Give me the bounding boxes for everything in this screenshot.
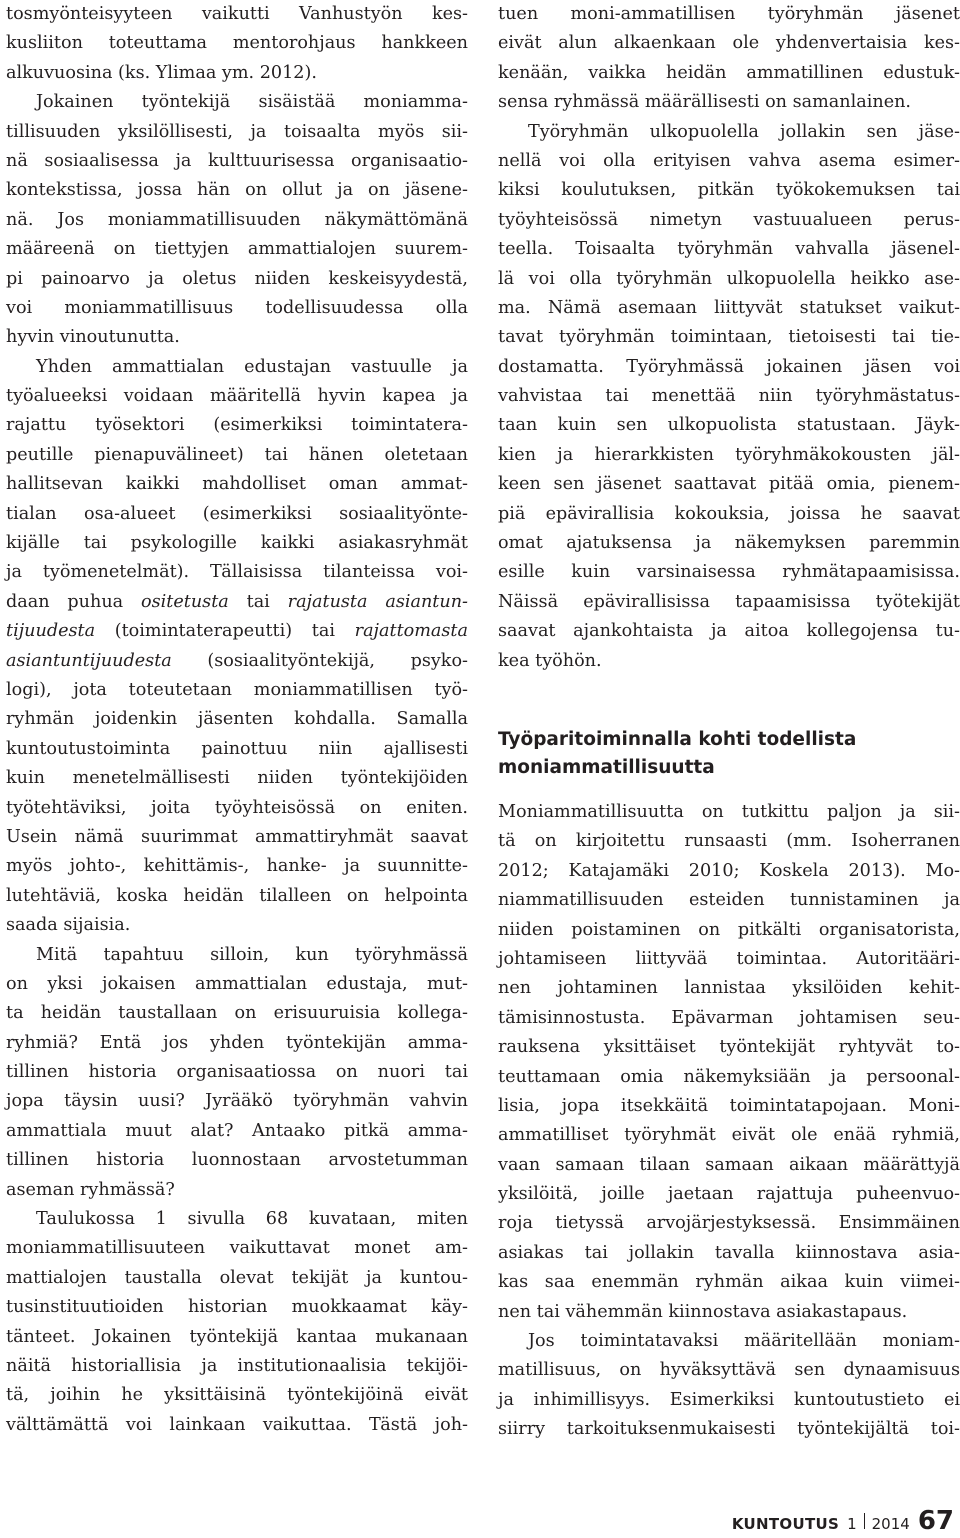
text-line bbox=[6, 470, 468, 499]
text-run: Taulukossa 1 sivulla 68 kuvataan, miten bbox=[36, 1209, 468, 1230]
text-line bbox=[6, 999, 468, 1028]
text-run: ja työmenetelmät). Tällaisissa tilanteissa voi- bbox=[6, 562, 468, 583]
text-line bbox=[6, 1293, 468, 1322]
text-run: tillinen historia organisaatiossa on nuori tai bbox=[6, 1062, 468, 1083]
text-run: roja tietyssä arvojärjestyksessä. Ensimmäinen bbox=[498, 1213, 960, 1234]
text-line bbox=[498, 500, 960, 529]
text-run: nä. Jos moniammatillisuuden näkymättömänä bbox=[6, 209, 468, 230]
text-line bbox=[498, 1209, 960, 1238]
text-line bbox=[498, 529, 960, 558]
text-line bbox=[6, 265, 468, 294]
text-line bbox=[6, 852, 468, 881]
text-line bbox=[6, 29, 468, 58]
footer-separator bbox=[864, 1513, 865, 1529]
text-run: siirry tarkoituksenmukaisesti työntekijältä toi- bbox=[498, 1419, 960, 1440]
text-run: lutehtäviä, koska heidän tilalleen on helpointa bbox=[6, 885, 468, 906]
text-run: asiakas tai jollakin tavalla kiinnostava asia- bbox=[498, 1242, 960, 1263]
text-line bbox=[6, 1205, 468, 1234]
text-run: välttämättä voi lainkaan vaikuttaa. Tästä joh- bbox=[6, 1414, 468, 1435]
text-line bbox=[6, 735, 468, 764]
text-line bbox=[6, 1117, 468, 1146]
text-run: Usein nämä suurimmat ammattiryhmät saavat bbox=[6, 826, 468, 847]
text-line bbox=[498, 29, 960, 58]
text-line bbox=[6, 323, 468, 352]
text-run: työalueeksi voidaan määritellä hyvin kapea ja bbox=[6, 386, 468, 407]
text-line bbox=[498, 176, 960, 205]
text-run: jopa täysin uusi? Jyrääkö työryhmän vahvin bbox=[6, 1091, 468, 1112]
text-run: kiksi koulutuksen, pitkän työkokemuksen tai bbox=[498, 180, 960, 201]
text-line bbox=[498, 1268, 960, 1297]
text-line bbox=[6, 588, 468, 617]
text-line bbox=[6, 206, 468, 235]
text-run: sensa ryhmässä määrällisesti on samanlainen. bbox=[498, 92, 912, 113]
text-run: ja inhimillisyys. Esimerkiksi kuntoutustieto ei bbox=[498, 1389, 960, 1410]
text-line bbox=[498, 382, 960, 411]
text-line bbox=[6, 0, 468, 29]
text-run: Jokainen työntekijä sisäistää moniamma- bbox=[36, 92, 468, 113]
text-line bbox=[6, 647, 468, 676]
text-line bbox=[498, 294, 960, 323]
section-heading bbox=[498, 726, 960, 782]
text-run: moniammatillisuuteen vaikuttavat monet am- bbox=[6, 1238, 468, 1259]
text-run: mattialojen taustalla olevat tekijät ja kuntou- bbox=[6, 1267, 468, 1288]
text-run: yksilöitä, joille jaetaan rajattuja puheenvuo- bbox=[498, 1184, 960, 1205]
text-run: kenään, vaikka heidän ammatillinen edustuk- bbox=[498, 62, 960, 83]
text-run: Mitä tapahtuu silloin, kun työryhmässä bbox=[36, 944, 468, 965]
text-line bbox=[498, 353, 960, 382]
text-run: teuttamaan omia näkemyksiään ja persoonal- bbox=[498, 1066, 960, 1087]
text-line bbox=[6, 59, 468, 88]
text-run: rauksena yksittäiset työntekijät ryhtyvät to- bbox=[498, 1037, 960, 1058]
text-line bbox=[498, 617, 960, 646]
text-line bbox=[498, 1180, 960, 1209]
text-run: nellä voi olla erityisen vahva asema esimer- bbox=[498, 150, 960, 171]
text-line bbox=[6, 823, 468, 852]
text-line bbox=[498, 827, 960, 856]
text-line bbox=[6, 441, 468, 470]
text-line bbox=[498, 1151, 960, 1180]
text-run: saavat ajankohtaista ja aitoa kollegojensa tu- bbox=[498, 621, 960, 642]
text-run: tosmyönteisyyteen vaikutti Vanhustyön kes- bbox=[6, 4, 468, 24]
text-run: alkuvuosina (ks. Ylimaa ym. 2012). bbox=[6, 62, 317, 83]
text-run: kea työhön. bbox=[498, 650, 602, 671]
text-line bbox=[6, 1411, 468, 1440]
text-run: vahvistaa tai menettää niin työryhmästatus- bbox=[498, 386, 960, 407]
text-run: nen tai vähemmän kiinnostava asiakastapaus. bbox=[498, 1301, 908, 1322]
text-line bbox=[6, 558, 468, 587]
text-line bbox=[6, 676, 468, 705]
text-run: Moniammatillisuutta on tutkittu paljon ja sii- bbox=[498, 801, 960, 822]
section-heading-line-1: Työparitoiminnalla kohti todellista bbox=[498, 728, 857, 750]
text-line bbox=[498, 59, 960, 88]
text-run: tusinstituutioiden historian muokkaamat käy- bbox=[6, 1297, 468, 1318]
text-line bbox=[498, 470, 960, 499]
text-run: on yksi jokaisen ammattialan edustaja, mut- bbox=[6, 973, 468, 994]
text-run: (sosiaalityöntekijä, psyko- bbox=[171, 650, 468, 671]
text-run: saada sijaisia. bbox=[6, 915, 131, 936]
text-line bbox=[498, 558, 960, 587]
issue-number: 1 bbox=[847, 1515, 857, 1533]
text-line bbox=[498, 1298, 960, 1327]
text-run: nen johtaminen lannistaa yksilöiden kehit- bbox=[498, 978, 960, 999]
text-run: ta heidän taustallaan on erisuuruisia kollega- bbox=[6, 1003, 468, 1024]
text-run: tä on kirjoitettu runsaasti (mm. Isoherranen bbox=[498, 831, 960, 852]
text-line bbox=[498, 1239, 960, 1268]
text-run: tillinen historia luonnostaan arvostetumman bbox=[6, 1150, 468, 1171]
text-run: nä sosiaalisessa ja kulttuurisessa organisaatio- bbox=[6, 150, 468, 171]
text-line bbox=[498, 798, 960, 827]
text-line bbox=[6, 88, 468, 117]
text-line bbox=[498, 441, 960, 470]
text-run: taan kuin sen ulkopuolista statustaan. Jäyk- bbox=[498, 415, 960, 436]
text-line bbox=[6, 235, 468, 264]
text-run: ammatilliset työryhmät eivät ole enää ryhmiä, bbox=[498, 1125, 960, 1146]
text-run: tai bbox=[228, 591, 288, 612]
text-line bbox=[498, 147, 960, 176]
journal-name: KUNTOUTUS bbox=[731, 1515, 840, 1533]
text-run: omat ajatuksensa ja näkemyksen paremmin bbox=[498, 533, 960, 554]
text-run: niiden poistaminen on pitkälti organisatorista, bbox=[498, 919, 960, 940]
text-line bbox=[6, 1058, 468, 1087]
text-run: johtamiseen liittyvää toimintaa. Autoritääri- bbox=[498, 948, 960, 969]
right-column-bottom-text bbox=[498, 798, 960, 1445]
text-line bbox=[498, 206, 960, 235]
text-run: rajattu työsektori (esimerkiksi toimintatera- bbox=[6, 415, 468, 436]
text-line bbox=[6, 382, 468, 411]
text-line bbox=[6, 764, 468, 793]
text-line bbox=[6, 1352, 468, 1381]
text-line bbox=[498, 974, 960, 1003]
text-run: niammatillisuuden esteiden tunnistaminen ja bbox=[498, 890, 960, 911]
text-line bbox=[498, 857, 960, 886]
text-run: Näissä epävirallisissa tapaamisissa työtekijät bbox=[498, 591, 960, 612]
text-line bbox=[6, 529, 468, 558]
text-run: 2012; Katajamäki 2010; Koskela 2013). Mo- bbox=[498, 860, 960, 881]
italic-term: tijuudesta bbox=[6, 621, 96, 642]
text-run: piä epävirallisia kokouksia, joissa he saavat bbox=[498, 503, 960, 524]
text-line bbox=[6, 1381, 468, 1410]
text-run: kontekstissa, jossa hän on ollut ja on jäsene- bbox=[6, 180, 468, 201]
text-run: tänteet. Jokainen työntekijä kantaa mukanaan bbox=[6, 1326, 468, 1347]
text-line bbox=[498, 1063, 960, 1092]
text-run: ryhmiä? Entä jos yhden työntekijän amma- bbox=[6, 1032, 468, 1053]
text-run: kuin menetelmällisesti niiden työntekijöiden bbox=[6, 768, 468, 789]
italic-term: rajattomasta bbox=[354, 621, 468, 642]
section-gap bbox=[498, 676, 960, 726]
text-line bbox=[6, 1176, 468, 1205]
text-run: tuen moni-ammatillisen työryhmän jäsenet bbox=[498, 4, 960, 24]
text-run: kusliiton toteuttama mentorohjaus hankkeen bbox=[6, 33, 468, 54]
text-run: peutille pienapuvälineet) tai hänen oletetaan bbox=[6, 444, 468, 465]
text-run: matillisuus, on hyväksyttävä sen dynaamisuus bbox=[498, 1360, 960, 1381]
text-line bbox=[6, 911, 468, 940]
text-run: tillisuuden yksilöllisesti, ja toisaalta myös sii- bbox=[6, 121, 468, 142]
text-line bbox=[498, 647, 960, 676]
text-run: kas saa enemmän ryhmän aikaa kuin viimei- bbox=[498, 1272, 960, 1293]
text-line bbox=[498, 1356, 960, 1385]
issue-year: 2014 bbox=[871, 1515, 910, 1533]
text-line bbox=[6, 941, 468, 970]
text-run: Jos toimintatavaksi määritellään moniam- bbox=[528, 1331, 960, 1352]
text-line bbox=[498, 588, 960, 617]
text-run: myös johto-, kehittämis-, hanke- ja suunnitte- bbox=[6, 856, 468, 877]
text-run: kuntoutustoiminta painottuu niin ajallisesti bbox=[6, 738, 468, 759]
text-line bbox=[498, 886, 960, 915]
text-run: pi painoarvo ja oletus niiden keskeisyydestä, bbox=[6, 268, 468, 289]
text-line bbox=[6, 1323, 468, 1352]
right-column-top-text bbox=[498, 0, 960, 676]
text-run: (toimintaterapeutti) tai bbox=[95, 621, 355, 642]
text-run: tialan osa-alueet (esimerkiksi sosiaalityönte- bbox=[6, 503, 468, 524]
text-run: tämisinnostusta. Epävarman johtamisen seu- bbox=[498, 1007, 960, 1028]
text-run: voi moniammatillisuus todellisuudessa olla bbox=[6, 297, 468, 318]
text-line bbox=[498, 1092, 960, 1121]
left-column bbox=[6, 0, 468, 1440]
text-line bbox=[6, 353, 468, 382]
text-line bbox=[498, 1327, 960, 1356]
text-line bbox=[6, 1264, 468, 1293]
text-line bbox=[6, 147, 468, 176]
italic-term: ositetusta bbox=[141, 591, 229, 612]
text-run: hyvin vinoutunutta. bbox=[6, 327, 180, 348]
text-line bbox=[498, 0, 960, 29]
text-line bbox=[498, 88, 960, 117]
text-run: tavat työryhmän toimintaan, tietoisesti tai tie- bbox=[498, 327, 960, 348]
text-run: kijälle tai psykologille kaikki asiakasryhmät bbox=[6, 533, 468, 554]
text-run: ammattiala muut alat? Antaako pitkä amma- bbox=[6, 1120, 468, 1141]
text-line bbox=[6, 294, 468, 323]
text-line bbox=[498, 916, 960, 945]
text-line bbox=[6, 882, 468, 911]
text-run: kien ja hierarkkisten työryhmäkokousten jäl- bbox=[498, 444, 960, 465]
text-line bbox=[6, 176, 468, 205]
text-run: logi), jota toteutetaan moniammatillisen työ- bbox=[6, 679, 468, 700]
text-line bbox=[6, 118, 468, 147]
text-line bbox=[498, 235, 960, 264]
text-line bbox=[6, 1029, 468, 1058]
text-run: keen sen jäsenet saattavat pitää omia, pienem- bbox=[498, 474, 960, 495]
text-line bbox=[6, 1087, 468, 1116]
text-run: dostamatta. Työryhmässä jokainen jäsen voi bbox=[498, 356, 960, 377]
text-run: lä voi olla työryhmän ulkopuolella heikko ase- bbox=[498, 268, 960, 289]
text-run: ryhmän joidenkin jäsenten kohdalla. Samalla bbox=[6, 709, 468, 730]
text-run: työtehtäviksi, joita työyhteisössä on eniten. bbox=[6, 797, 468, 818]
text-line bbox=[498, 945, 960, 974]
text-run: ma. Nämä asemaan liittyvät statukset vaikut- bbox=[498, 297, 960, 318]
page-number: 67 bbox=[917, 1506, 954, 1536]
text-run: vaan samaan tilaan samaan aikaan määrättyjä bbox=[498, 1154, 960, 1175]
text-run: tä, joihin he yksittäisinä työntekijöinä eivät bbox=[6, 1385, 468, 1406]
text-line bbox=[6, 970, 468, 999]
text-line bbox=[498, 1415, 960, 1444]
text-run: näitä historiallisia ja institutionaalisia tekijöi- bbox=[6, 1355, 468, 1376]
section-heading-line-2: moniammatillisuutta bbox=[498, 756, 715, 778]
italic-term: rajatusta asiantun- bbox=[287, 591, 468, 612]
text-run: lisia, jopa itsekkäitä toimintatapojaan. Moni- bbox=[498, 1095, 960, 1116]
text-line bbox=[6, 500, 468, 529]
text-run: työyhteisössä nimetyn vastuualueen perus- bbox=[498, 209, 960, 230]
text-line bbox=[498, 1386, 960, 1415]
text-run: daan puhua bbox=[6, 591, 142, 612]
text-line bbox=[498, 1004, 960, 1033]
text-run: aseman ryhmässä? bbox=[6, 1179, 175, 1200]
page-footer bbox=[732, 1506, 954, 1536]
text-line bbox=[498, 265, 960, 294]
text-run: eivät alun alkaenkaan ole yhdenvertaisia kes- bbox=[498, 33, 960, 54]
text-line bbox=[498, 1033, 960, 1062]
text-line bbox=[6, 1146, 468, 1175]
text-line bbox=[498, 118, 960, 147]
text-run: määreenä on tiettyjen ammattialojen suurem- bbox=[6, 239, 468, 260]
text-run: teella. Toisaalta työryhmän vahvalla jäsenel- bbox=[498, 239, 960, 260]
text-line bbox=[6, 411, 468, 440]
text-line bbox=[6, 617, 468, 646]
text-run: hallitsevan kaikki mahdolliset oman ammat- bbox=[6, 474, 468, 495]
text-run: Työryhmän ulkopuolella jollakin sen jäse- bbox=[528, 121, 960, 142]
text-run: esille kuin varsinaisessa ryhmätapaamisissa. bbox=[498, 562, 960, 583]
text-line bbox=[498, 323, 960, 352]
text-line bbox=[498, 1121, 960, 1150]
text-line bbox=[6, 705, 468, 734]
text-line bbox=[498, 411, 960, 440]
text-line bbox=[6, 1234, 468, 1263]
italic-term: asiantuntijuudesta bbox=[6, 650, 172, 671]
text-line bbox=[6, 794, 468, 823]
heading-gap bbox=[498, 782, 960, 798]
text-run: Yhden ammattialan edustajan vastuulle ja bbox=[36, 356, 468, 377]
right-column bbox=[498, 0, 960, 1445]
